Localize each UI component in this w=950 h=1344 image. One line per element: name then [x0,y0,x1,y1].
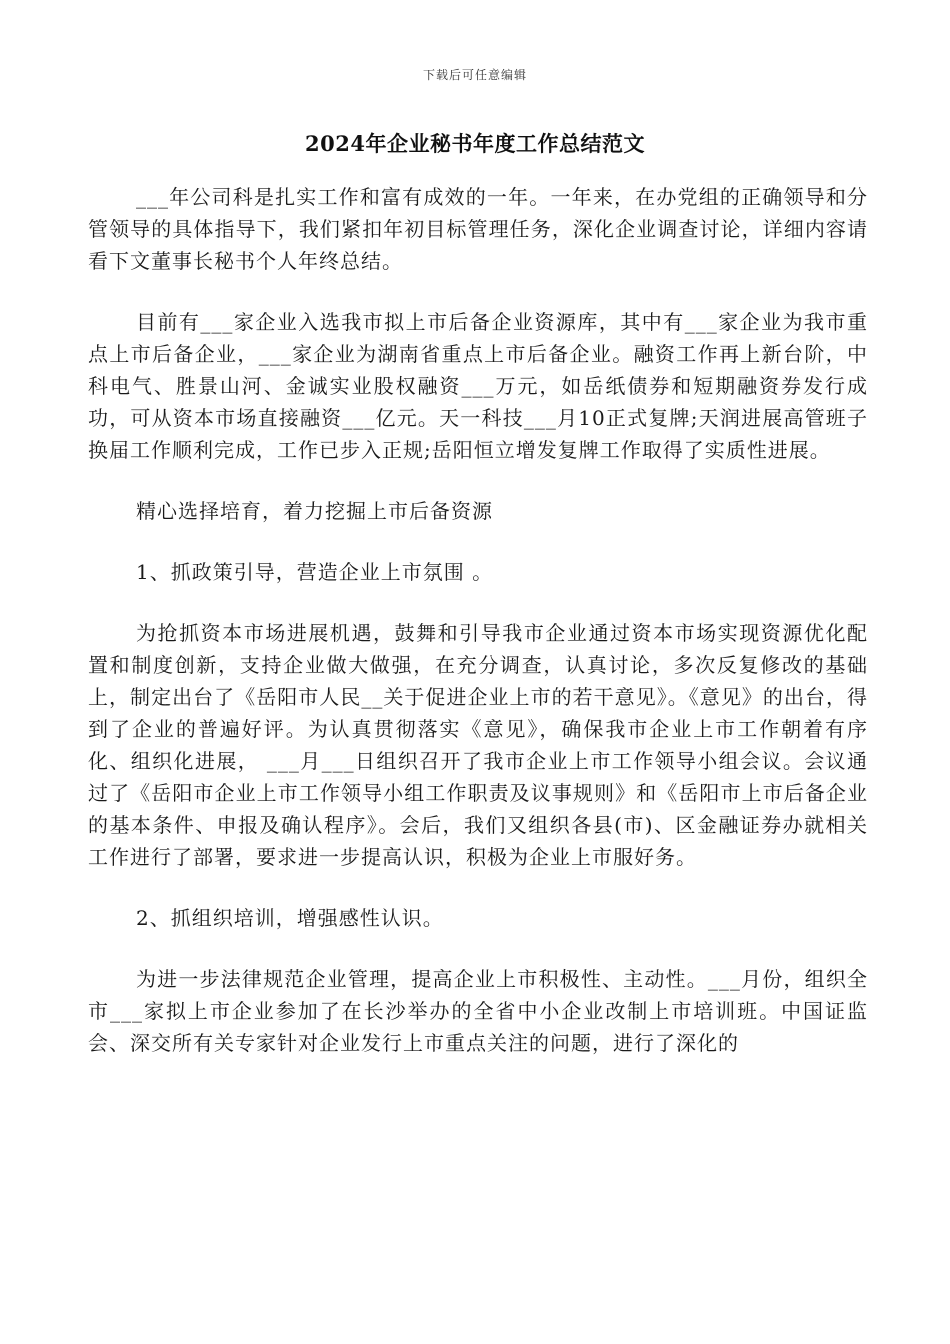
paragraph-intro: ___年公司科是扎实工作和富有成效的一年。一年来，在办党组的正确领导和分管领导的具体指导下，我们紧扣年初目标管理任务，深化企业调查讨论，详细内容请看下文董事长秘书个人年终总结。 [88,185,868,273]
document-title: 2024年企业秘书年度工作总结范文 [305,131,645,156]
paragraph-training: 为进一步法律规范企业管理，提高企业上市积极性、主动性。___月份，组织全市___家拟上市企业参加了在长沙举办的全省中小企业改制上市培训班。中国证监会、深交所有关专家针对企业发行上市重点关注的问题，进行了深化的 [88,967,868,1055]
subheading-training: 2、抓组织培训，增强感性认识。 [136,906,444,930]
paragraph-overview: 目前有___家企业入选我市拟上市后备企业资源库，其中有___家企业为我市重点上市后备企业，___家企业为湖南省重点上市后备企业。融资工作再上新台阶，中科电气、胜景山河、金诚实业股权融资___万元，如岳纸债券和短期融资券发行成功，可从资本市场直接融资___亿元。天一科技___月10正式复牌;天润进展高管班子换届工作顺利完成，工作已步入正规;岳阳恒立增发复牌工作取得了实质性进展。 [88,310,868,462]
paragraph-policy: 为抢抓资本市场进展机遇，鼓舞和引导我市企业通过资本市场实现资源优化配置和制度创新，支持企业做大做强，在充分调查，认真讨论，多次反复修改的基础上，制定出台了《岳阳市人民__关于促进企业上市的若干意见》。《意见》的出台，得到了企业的普遍好评。为认真贯彻落实《意见》，确保我市企业上市工作朝着有序化、组织化进展， ___月___日组织召开了我市企业上市工作领导小组会议。会议通过了《岳阳市企业上市工作领导小组工作职责及议事规则》和《岳阳市上市后备企业的基本条件、申报及确认程序》。会后，我们又组织各县(市)、区金融证券办就相关工作进行了部署，要求进一步提高认识，积极为企业上市服好务。 [88,621,868,869]
section-heading: 精心选择培育，着力挖掘上市后备资源 [136,499,493,523]
header-note: 下载后可任意编辑 [422,68,527,82]
subheading-policy: 1、抓政策引导，营造企业上市氛围 。 [136,560,494,584]
document-body [88,181,868,1059]
